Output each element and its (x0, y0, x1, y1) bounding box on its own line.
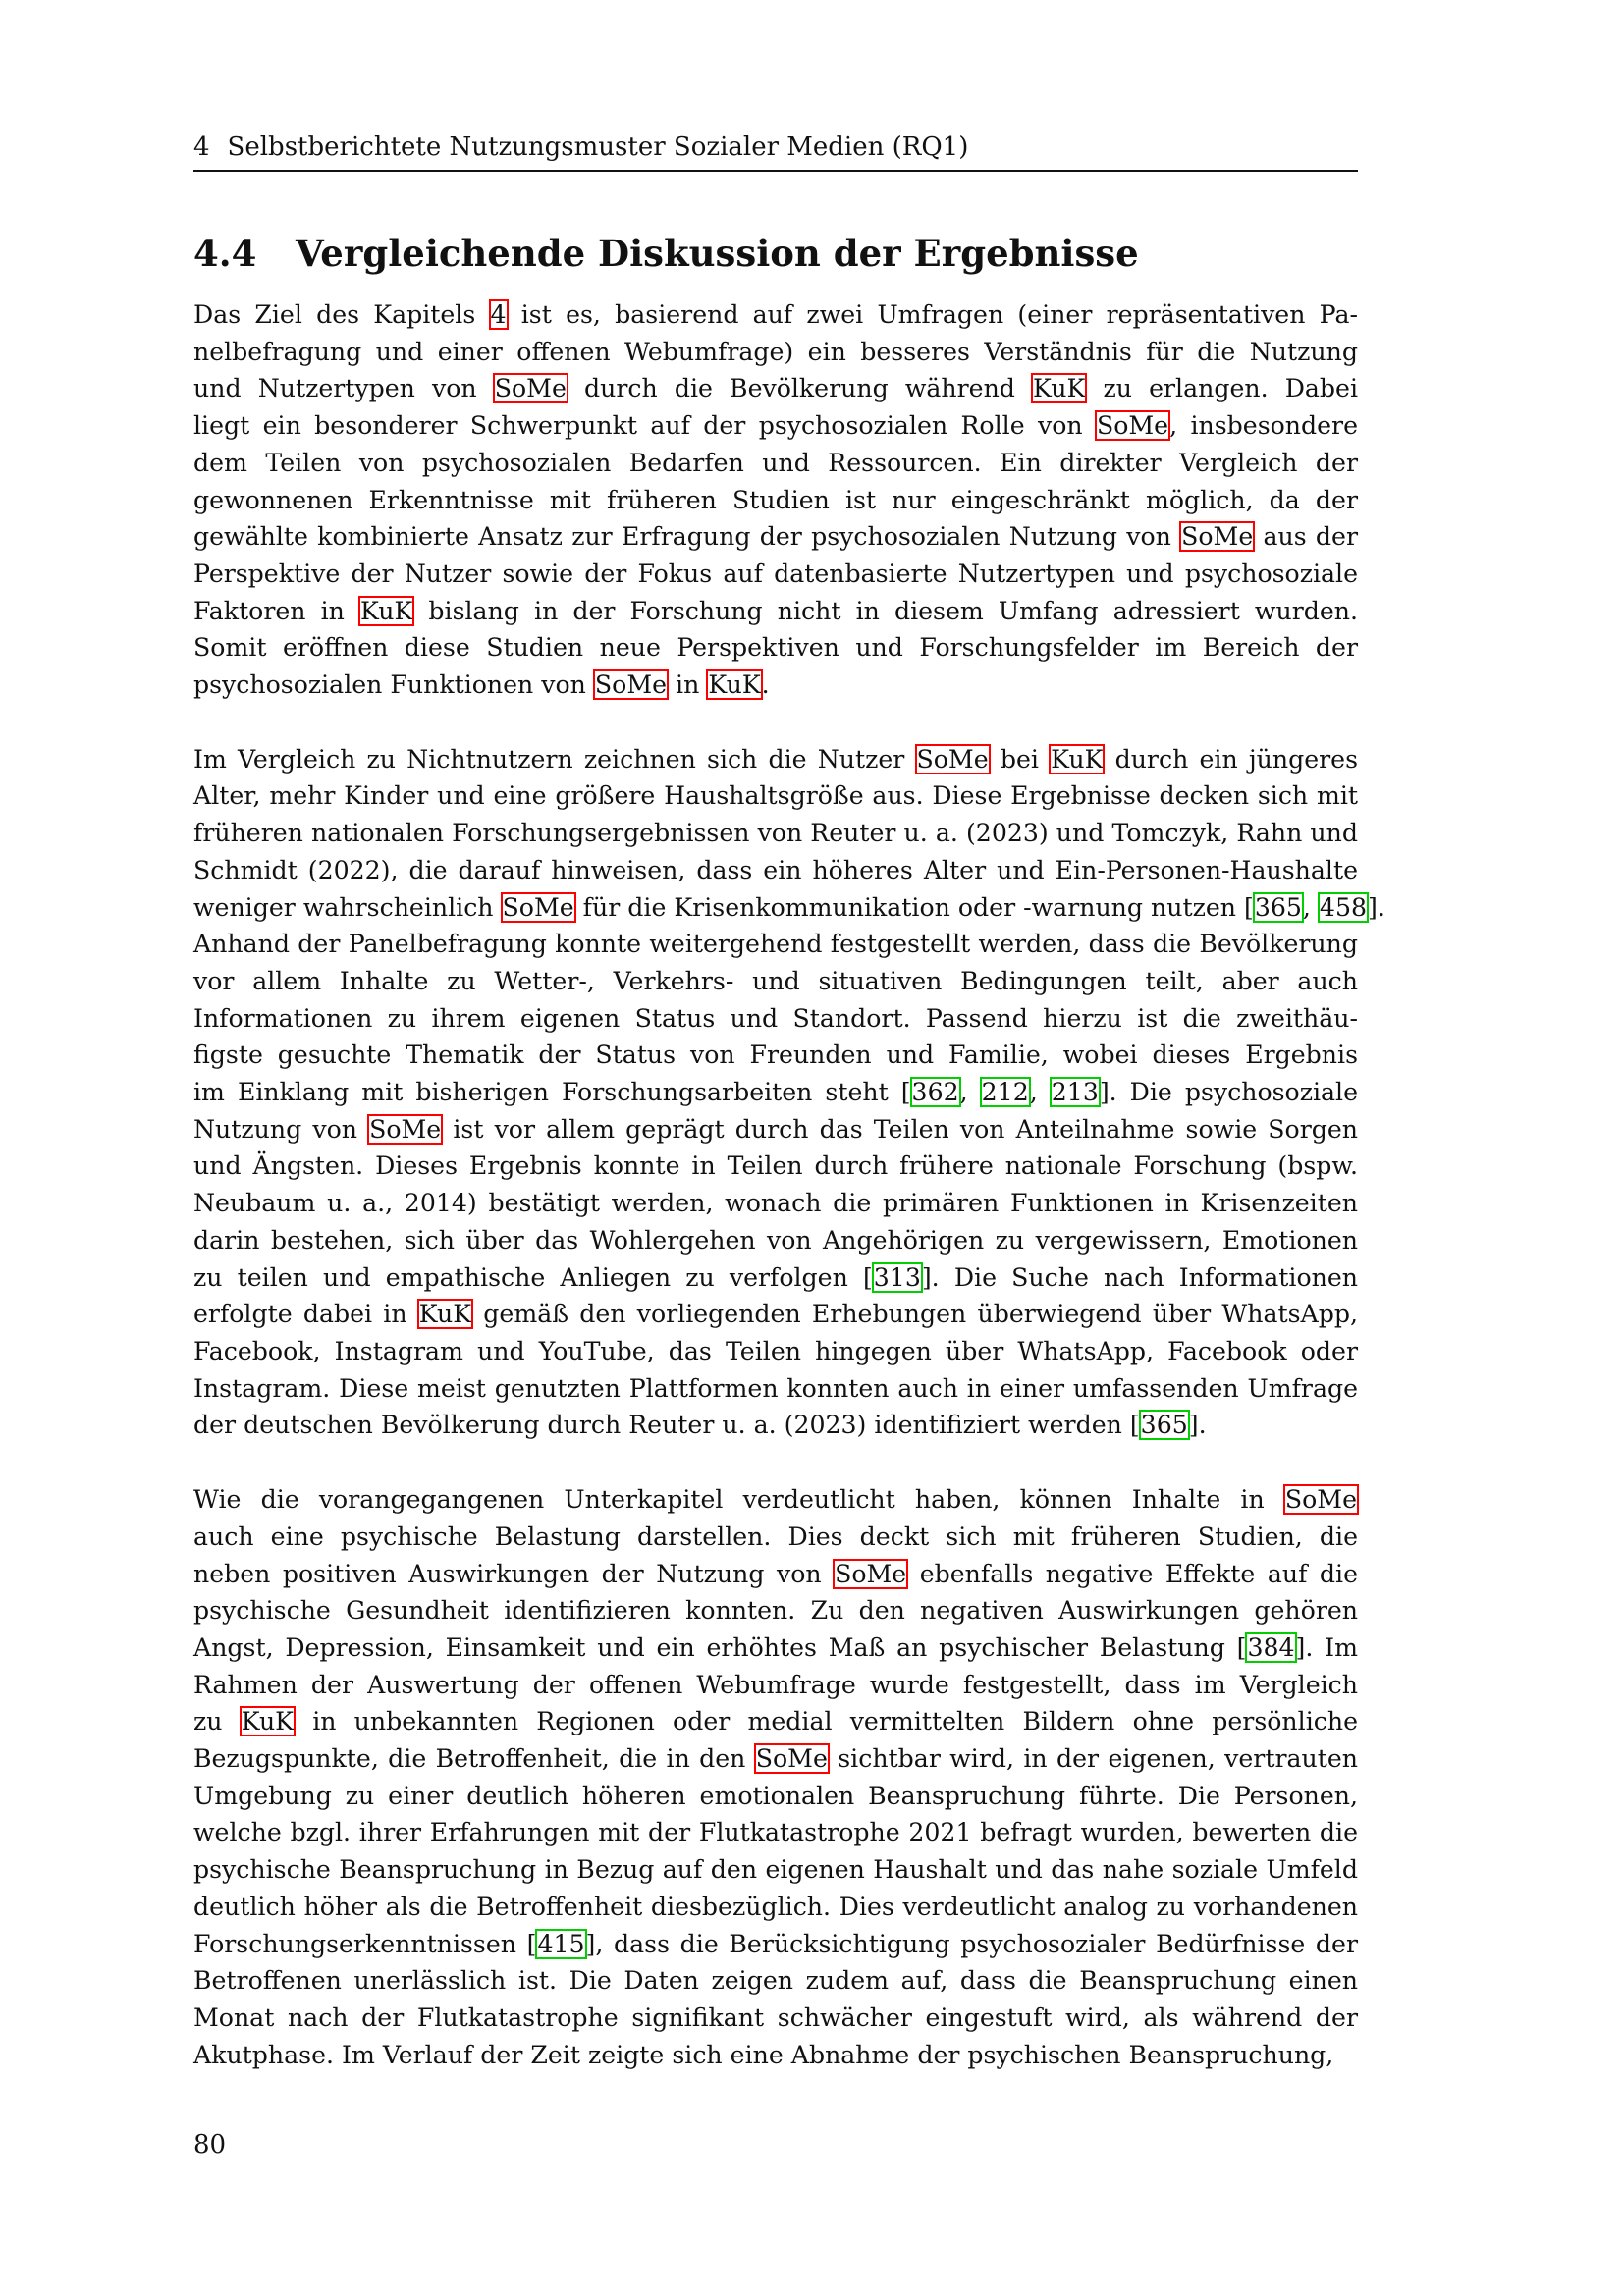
chapter-number: 4 (193, 133, 210, 162)
text-line: Umgebung zu einer deutlich höheren emotionalen Beanspruchung führte. Die Personen, (193, 1781, 1358, 1810)
text-line: im Einklang mit bisherigen Forschungsarbeiten steht [362, 212, 213]. Die psychosoziale (193, 1078, 1359, 1107)
text-line: figste gesuchte Thematik der Status von Freunden und Familie, wobei dieses Ergebnis (193, 1041, 1358, 1070)
text-line: auch eine psychische Belastung darstellen. Dies deckt sich mit früheren Studien, die (193, 1522, 1358, 1551)
cross-reference-link[interactable]: KuK (708, 670, 761, 700)
cross-reference-link[interactable]: SoMe (494, 374, 567, 403)
citation-link[interactable]: 365 (1254, 892, 1302, 922)
running-header (193, 131, 1358, 172)
cross-reference-link[interactable]: SoMe (1096, 411, 1169, 441)
text-line: Rahmen der Auswertung der offenen Webumfrage wurde festgestellt, dass im Vergleich (193, 1670, 1358, 1699)
text-line: psychosozialen Funktionen von SoMe in KuK. (193, 670, 770, 700)
text-line: Nutzung von SoMe ist vor allem geprägt durch das Teilen von Anteilnahme sowie Sorgen (193, 1114, 1358, 1144)
section-heading (193, 230, 1139, 277)
text-line: dem Teilen von psychosozialen Bedarfen und Ressourcen. Ein direkter Vergleich der (193, 448, 1358, 477)
text-line: und Ängsten. Dieses Ergebnis konnte in Teilen durch frühere nationale Forschung (bspw. (193, 1151, 1358, 1181)
text-line: Wie die vorangegangenen Unterkapitel verdeutlicht haben, können Inhalte in SoMe (193, 1485, 1357, 1515)
cross-reference-link[interactable]: SoMe (835, 1559, 907, 1588)
cross-reference-link[interactable]: KuK (241, 1707, 294, 1736)
cross-reference-link[interactable]: KuK (418, 1300, 472, 1329)
cross-reference-link[interactable]: 4 (490, 300, 507, 329)
text-line: zu KuK in unbekannten Regionen oder medial vermittelten Bildern ohne persönliche (193, 1707, 1358, 1736)
citation-link[interactable]: 362 (911, 1078, 959, 1107)
text-line: Perspektive der Nutzer sowie der Fokus auf datenbasierte Nutzertypen und psychosoziale (193, 559, 1358, 588)
text-line: Faktoren in KuK bislang in der Forschung nicht in diesem Umfang adressiert wurden. (193, 596, 1358, 625)
cross-reference-link[interactable]: SoMe (1181, 522, 1254, 552)
text-line: Betroffenen unerlässlich ist. Die Daten zeigen zudem auf, dass die Beanspruchung einen (193, 1966, 1358, 1996)
cross-reference-link[interactable]: SoMe (594, 670, 668, 700)
text-line: Informationen zu ihrem eigenen Status und Standort. Passend hierzu ist die zweithäu- (193, 1003, 1358, 1033)
text-line: Anhand der Panelbefragung konnte weitergehend festgestellt werden, dass die Bevölkerung (193, 930, 1358, 959)
text-line: Akutphase. Im Verlauf der Zeit zeigte sich eine Abnahme der psychischen Beanspruchung, (193, 2040, 1334, 2069)
text-line: zu teilen und empathische Anliegen zu verfolgen [313]. Die Suche nach Informationen (193, 1262, 1358, 1292)
cross-reference-link[interactable]: SoMe (369, 1114, 442, 1144)
text-line: darin bestehen, sich über das Wohlergehen von Angehörigen zu vergewissern, Emotionen (193, 1225, 1358, 1255)
text-line: weniger wahrscheinlich SoMe für die Krisenkommunikation oder -warnung nutzen [365, 458]. (193, 892, 1385, 922)
text-line: Instagram. Diese meist genutzten Plattformen konnten auch in einer umfassenden Umfrage (193, 1373, 1358, 1403)
page-number: 80 (193, 2130, 227, 2160)
text-line: liegt ein besonderer Schwerpunkt auf der psychosozialen Rolle von SoMe, insbesondere (193, 411, 1358, 441)
text-line: Monat nach der Flutkatastrophe signifikant schwächer eingestuft wird, als während der (193, 2002, 1358, 2032)
text-line: psychische Beanspruchung in Bezug auf den eigenen Haushalt und das nahe soziale Umfeld (193, 1855, 1358, 1885)
text-line: nelbefragung und einer offenen Webumfrage) ein besseres Verständnis für die Nutzung (193, 337, 1358, 366)
section-title: Vergleichende Diskussion der Ergebnisse (296, 232, 1139, 275)
cross-reference-link[interactable]: SoMe (1284, 1485, 1357, 1515)
text-line: welche bzgl. ihrer Erfahrungen mit der Flutkatastrophe 2021 befragt wurden, bewerten die (193, 1818, 1358, 1847)
cross-reference-link[interactable]: SoMe (502, 892, 574, 922)
cross-reference-link[interactable]: SoMe (755, 1744, 828, 1774)
text-line: psychische Gesundheit identifizieren konnten. Zu den negativen Auswirkungen gehören (193, 1596, 1358, 1626)
text-line: Bezugspunkte, die Betroffenheit, die in den SoMe sichtbar wird, in der eigenen, vertrauten (193, 1744, 1358, 1774)
text-line: gewonnenen Erkenntnisse mit früheren Studien ist nur eingeschränkt möglich, da der (193, 485, 1358, 514)
text-line: Neubaum u. a., 2014) bestätigt werden, wonach die primären Funktionen in Krisenzeiten (193, 1189, 1358, 1218)
text-line: Alter, mehr Kinder und eine größere Haushaltsgröße aus. Diese Ergebnisse decken sich mit (193, 781, 1358, 811)
text-line: vor allem Inhalte zu Wetter-, Verkehrs- und situativen Bedingungen teilt, aber auch (193, 966, 1358, 995)
text-line: Forschungserkenntnissen [415], dass die Berücksichtigung psychosozialer Bedürfnisse der (193, 1929, 1358, 1958)
text-line: und Nutzertypen von SoMe durch die Bevölkerung während KuK zu erlangen. Dabei (193, 374, 1359, 403)
section-number: 4.4 (193, 232, 257, 275)
text-line: Schmidt (2022), die darauf hinweisen, dass ein höheres Alter und Ein-Personen-Haushalte (193, 855, 1358, 884)
citation-link[interactable]: 212 (981, 1078, 1029, 1107)
text-line: Im Vergleich zu Nichtnutzern zeichnen sich die Nutzer SoMe bei KuK durch ein jüngeres (193, 744, 1358, 774)
citation-link[interactable]: 365 (1140, 1411, 1188, 1440)
citation-link[interactable]: 213 (1051, 1078, 1099, 1107)
chapter-title: Selbstberichtete Nutzungsmuster Sozialer Medien (RQ1) (227, 133, 969, 162)
paragraph (193, 1481, 1358, 2073)
cross-reference-link[interactable]: KuK (1033, 374, 1086, 403)
citation-link[interactable]: 415 (537, 1929, 585, 1958)
text-line: gewählte kombinierte Ansatz zur Erfragung der psychosozialen Nutzung von SoMe aus der (193, 522, 1358, 552)
text-line: neben positiven Auswirkungen der Nutzung von SoMe ebenfalls negative Effekte auf die (193, 1559, 1358, 1588)
cross-reference-link[interactable]: KuK (1051, 744, 1104, 774)
text-line: früheren nationalen Forschungsergebnissen von Reuter u. a. (2023) und Tomczyk, Rahn und (193, 819, 1358, 848)
citation-link[interactable]: 313 (873, 1262, 921, 1292)
paragraph (193, 741, 1385, 1444)
paragraph (193, 296, 1358, 704)
text-line: Facebook, Instagram und YouTube, das Teilen hingegen über WhatsApp, Facebook oder (193, 1336, 1358, 1365)
text-line: Angst, Depression, Einsamkeit und ein erhöhtes Maß an psychischer Belastung [384]. Im (193, 1632, 1358, 1662)
body-text (193, 296, 1385, 2110)
text-line: Das Ziel des Kapitels 4 ist es, basierend auf zwei Umfragen (einer repräsentativen Pa- (193, 300, 1358, 329)
text-line: Somit eröffnen diese Studien neue Perspektiven und Forschungsfelder im Bereich der (193, 633, 1358, 663)
citation-link[interactable]: 458 (1319, 892, 1367, 922)
cross-reference-link[interactable]: SoMe (916, 744, 989, 774)
text-line: der deutschen Bevölkerung durch Reuter u. a. (2023) identifiziert werden [365]. (193, 1411, 1207, 1440)
citation-link[interactable]: 384 (1247, 1632, 1295, 1662)
text-line: erfolgte dabei in KuK gemäß den vorliegenden Erhebungen überwiegend über WhatsApp, (193, 1300, 1358, 1329)
text-line: deutlich höher als die Betroffenheit diesbezüglich. Dies verdeutlicht analog zu vorhandenen (193, 1892, 1358, 1921)
cross-reference-link[interactable]: KuK (359, 596, 413, 625)
